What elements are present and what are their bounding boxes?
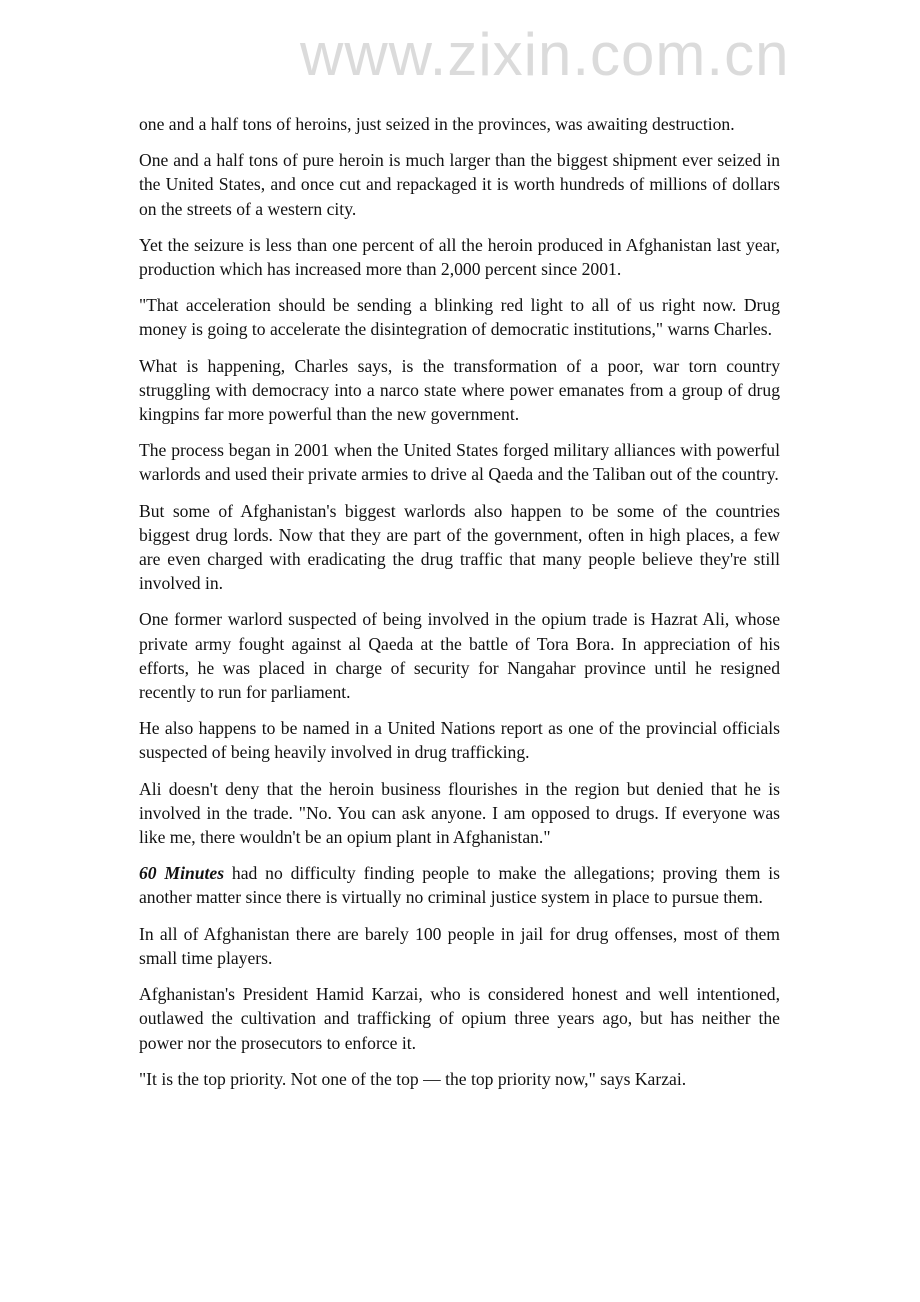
watermark: www.zixin.com.cn xyxy=(300,21,790,88)
paragraph: Afghanistan's President Hamid Karzai, who is considered honest and well intentioned, outlawed the cultivation and trafficking of opium three years ago, but has neither the power nor the prosecutors to enforce it. xyxy=(139,984,780,1053)
paragraph xyxy=(139,861,780,909)
paragraph: "It is the top priority. Not one of the top — the top priority now," says Karzai. xyxy=(139,1068,687,1089)
paragraph: Yet the seizure is less than one percent of all the heroin produced in Afghanistan last year, production which has increased more than 2,000 percent since 2001. xyxy=(139,234,780,280)
paragraph: One former warlord suspected of being involved in the opium trade is Hazrat Ali, whose private army fought against al Qaeda at the battle of Tora Bora. In appreciation of his efforts, he was placed in charge of security for Nangahar province until he resigned recently to run for parliament. xyxy=(139,609,780,703)
paragraph: one and a half tons of heroins, just seized in the provinces, was awaiting destruction. xyxy=(139,114,735,134)
paragraph: One and a half tons of pure heroin is much larger than the biggest shipment ever seized in the United States, and once cut and repackaged it is worth hundreds of millions of dollars on the streets of a western city. xyxy=(139,150,780,219)
paragraph: Ali doesn't deny that the heroin business flourishes in the region but denied that he is involved in the trade. "No. You can ask anyone. I am opposed to drugs. If everyone was like me, there wouldn't be an opium plant in Afghanistan." xyxy=(139,778,780,848)
show-title: 60 Minutes xyxy=(139,863,225,884)
paragraph: In all of Afghanistan there are barely 100 people in jail for drug offenses, most of them small time players. xyxy=(139,923,780,968)
paragraph: But some of Afghanistan's biggest warlords also happen to be some of the countries biggest drug lords. Now that they are part of the government, often in high places, a few are even charged with eradicating the drug traffic that many people believe they're still involved in. xyxy=(139,500,780,594)
paragraph: "That acceleration should be sending a blinking red light to all of us right now. Drug money is going to accelerate the disintegration of democratic institutions," warns Charles. xyxy=(139,295,780,340)
document-body xyxy=(139,112,780,1103)
paragraph: The process began in 2001 when the United States forged military alliances with powerful warlords and used their private armies to drive al Qaeda and the Taliban out of the country. xyxy=(139,440,780,485)
paragraph: He also happens to be named in a United Nations report as one of the provincial officials suspected of being heavily involved in drug trafficking. xyxy=(139,718,780,763)
paragraph: What is happening, Charles says, is the transformation of a poor, war torn country struggling with democracy into a narco state where power emanates from a group of drug kingpins far more powerful than the new government. xyxy=(139,355,780,425)
paragraph-text: had no difficulty finding people to make the allegations; proving them is another matter since there is virtually no criminal justice system in place to pursue them. xyxy=(139,863,780,908)
